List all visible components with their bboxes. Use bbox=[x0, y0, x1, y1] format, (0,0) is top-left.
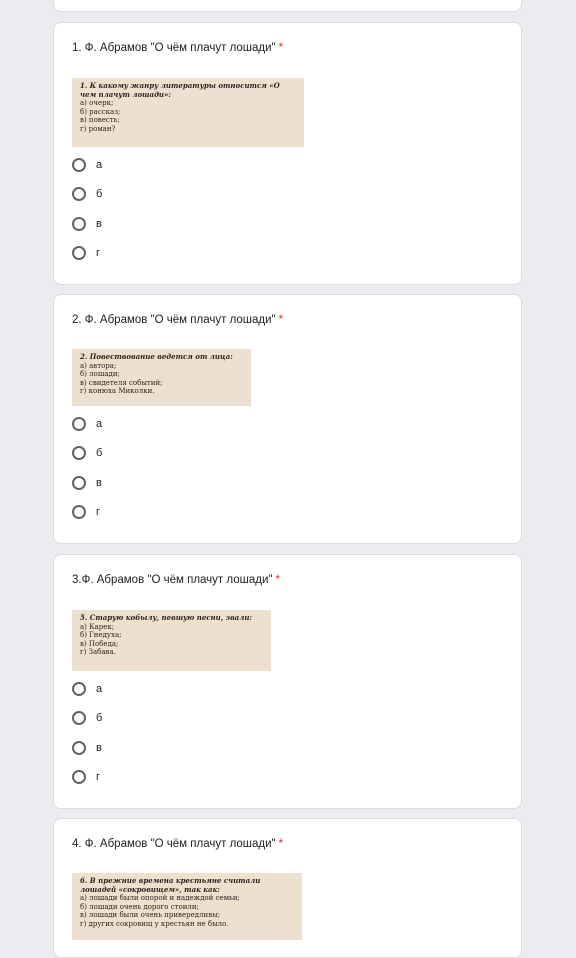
option-label: б bbox=[96, 447, 103, 460]
option-label: г bbox=[96, 771, 101, 784]
question-title: 2. Ф. Абрамов "О чём плачут лошади" * bbox=[72, 314, 284, 326]
scan-option: г) конюха Миколки. bbox=[80, 387, 155, 396]
scan-option: г) Забава. bbox=[80, 648, 116, 657]
radio-option-g[interactable] bbox=[72, 239, 102, 269]
required-asterisk: * bbox=[278, 42, 284, 54]
radio-option-a[interactable] bbox=[72, 409, 102, 439]
option-label: г bbox=[96, 506, 101, 519]
radio-button[interactable] bbox=[72, 417, 86, 431]
option-label: а bbox=[96, 417, 103, 430]
scan-option: г) роман? bbox=[80, 124, 116, 133]
question-card-2 bbox=[53, 294, 522, 544]
question-title: 3.Ф. Абрамов "О чём плачут лошади" * bbox=[72, 574, 280, 586]
required-asterisk: * bbox=[278, 314, 284, 326]
question-card-1 bbox=[53, 22, 522, 285]
scan-question-text: 6. В прежние времена крестьяне считали лошадей «сокровищем», так как: bbox=[80, 876, 261, 894]
scan-option: а) очерк; bbox=[80, 99, 114, 108]
radio-option-v[interactable] bbox=[72, 468, 102, 498]
option-label: в bbox=[96, 741, 102, 754]
radio-option-b[interactable] bbox=[72, 704, 102, 734]
question-image bbox=[72, 873, 302, 940]
radio-button[interactable] bbox=[72, 770, 86, 784]
question-image bbox=[72, 349, 251, 406]
option-label: а bbox=[96, 158, 103, 171]
scan-option: г) других сокровищ у крестьян не было. bbox=[80, 919, 229, 928]
option-label: в bbox=[96, 476, 102, 489]
scan-question-text: 5. Старую кобылу, певшую песни, звали: bbox=[80, 613, 253, 622]
required-asterisk: * bbox=[278, 838, 284, 850]
radio-button[interactable] bbox=[72, 246, 86, 260]
radio-button[interactable] bbox=[72, 217, 86, 231]
question-card-3 bbox=[53, 554, 522, 809]
radio-option-b[interactable] bbox=[72, 439, 102, 469]
radio-button[interactable] bbox=[72, 505, 86, 519]
scan-question-text: 2. Повествование ведется от лица: bbox=[80, 352, 233, 361]
previous-question-card bbox=[53, 0, 522, 12]
scan-option: б) лошади; bbox=[80, 370, 120, 379]
option-label: а bbox=[96, 682, 103, 695]
scan-option: в) повесть; bbox=[80, 116, 120, 125]
radio-option-v[interactable] bbox=[72, 733, 102, 763]
radio-button[interactable] bbox=[72, 158, 86, 172]
radio-button[interactable] bbox=[72, 446, 86, 460]
question-image bbox=[72, 78, 304, 147]
required-asterisk: * bbox=[275, 574, 280, 586]
question-card-4 bbox=[53, 818, 522, 958]
question-title: 4. Ф. Абрамов "О чём плачут лошади" * bbox=[72, 838, 284, 850]
radio-button[interactable] bbox=[72, 476, 86, 490]
radio-button[interactable] bbox=[72, 682, 86, 696]
scan-option: а) автора; bbox=[80, 361, 117, 370]
scan-option: в) лошади были очень привередливы; bbox=[80, 911, 221, 920]
scan-option: в) свидетеля событий; bbox=[80, 378, 163, 387]
question-title: 1. Ф. Абрамов "О чём плачут лошади" * bbox=[72, 42, 284, 54]
scan-option: б) лошади очень дорого стоили; bbox=[80, 902, 199, 911]
scan-option: в) Победа; bbox=[80, 639, 119, 648]
radio-option-a[interactable] bbox=[72, 150, 102, 180]
radio-option-v[interactable] bbox=[72, 209, 102, 239]
question-image bbox=[72, 610, 271, 671]
option-label: б bbox=[96, 712, 103, 725]
radio-button[interactable] bbox=[72, 711, 86, 725]
radio-option-g[interactable] bbox=[72, 498, 102, 528]
scan-option: б) рассказ; bbox=[80, 107, 121, 116]
scan-option: а) лошади были опорой и надеждой семьи; bbox=[80, 894, 240, 903]
option-label: в bbox=[96, 217, 102, 230]
scan-option: а) Карек; bbox=[80, 622, 115, 631]
radio-group bbox=[72, 674, 102, 792]
radio-option-a[interactable] bbox=[72, 674, 102, 704]
radio-option-b[interactable] bbox=[72, 180, 102, 210]
option-label: б bbox=[96, 188, 103, 201]
radio-button[interactable] bbox=[72, 187, 86, 201]
option-label: г bbox=[96, 247, 101, 260]
scan-question-text: 1. К какому жанру литературы относится «О чем плачут лошади»: bbox=[80, 81, 280, 99]
radio-button[interactable] bbox=[72, 741, 86, 755]
radio-option-g[interactable] bbox=[72, 763, 102, 793]
radio-group bbox=[72, 409, 102, 527]
scan-option: б) Гнедуха; bbox=[80, 631, 122, 640]
radio-group bbox=[72, 150, 102, 268]
